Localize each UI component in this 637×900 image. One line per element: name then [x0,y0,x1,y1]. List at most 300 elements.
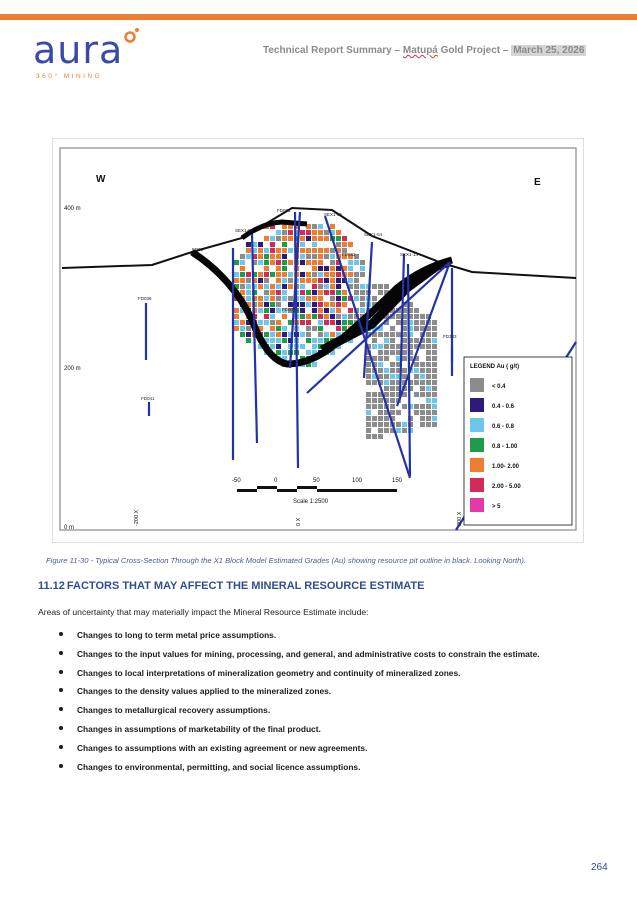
elevation-label: 400 m [64,206,81,212]
legend-title: LEGEND Au ( g/t) [470,364,520,370]
grade-block [282,326,287,331]
grade-block [324,266,329,271]
grade-block [258,296,263,301]
grade-block [312,362,317,367]
grade-block [300,320,305,325]
grade-block [306,326,311,331]
grade-block [366,422,371,427]
grade-block [312,296,317,301]
grade-block [270,290,275,295]
grade-block [360,296,365,301]
grade-block [312,242,317,247]
grade-block [390,332,395,337]
grade-block [366,428,371,433]
drillhole-label: FD061 [277,208,291,213]
grade-block [240,260,245,265]
grade-block [324,290,329,295]
grade-block [384,332,389,337]
grade-block [384,422,389,427]
grade-block [432,344,437,349]
bullet-icon [59,670,63,674]
grade-block [366,404,371,409]
grade-block [312,326,317,331]
grade-block [282,266,287,271]
grade-block [246,326,251,331]
grade-block [336,320,341,325]
grade-block [306,278,311,283]
grade-block [384,350,389,355]
grade-block [318,266,323,271]
grade-block [378,344,383,349]
grade-block [342,320,347,325]
grade-block [282,248,287,253]
grade-block [234,320,239,325]
grade-block [282,296,287,301]
grade-block [324,278,329,283]
legend-swatch [470,418,484,432]
grade-block [336,266,341,271]
grade-block [282,332,287,337]
grade-block [414,374,419,379]
grade-block [318,248,323,253]
grade-block [288,284,293,289]
grade-block [330,314,335,319]
grade-block [432,332,437,337]
grade-block [348,320,353,325]
grade-block [300,308,305,313]
bullet-icon [59,745,63,749]
grade-block [312,236,317,241]
grade-block [300,242,305,247]
grade-block [420,344,425,349]
grade-block [318,296,323,301]
grade-block [258,284,263,289]
grade-block [318,254,323,259]
grade-block [348,260,353,265]
grade-block [246,248,251,253]
drillhole-label: SEX1-14 [400,252,419,257]
grade-block [306,302,311,307]
grade-block [330,308,335,313]
grade-block [246,284,251,289]
grade-block [270,326,275,331]
grade-block [276,296,281,301]
grade-block [414,326,419,331]
legend-swatch [470,378,484,392]
grade-block [330,248,335,253]
grade-block [264,236,269,241]
grade-block [276,290,281,295]
grade-block [330,320,335,325]
grade-block [234,308,239,313]
grade-block [426,410,431,415]
grade-block [336,242,341,247]
grade-block [306,320,311,325]
grade-block [426,392,431,397]
grade-block [432,380,437,385]
scale-tick-label: 150 [392,478,403,484]
grade-block [312,248,317,253]
grade-block [342,326,347,331]
grade-block [258,242,263,247]
grade-block [426,344,431,349]
grade-block [312,272,317,277]
grade-block [306,332,311,337]
grade-block [324,320,329,325]
grade-block [390,386,395,391]
grade-block [402,404,407,409]
grade-block [318,230,323,235]
drillhole-label: FD041 [141,396,155,401]
grade-block [324,236,329,241]
grade-block [348,266,353,271]
list-item: Changes to assumptions with an existing agreement or new agreements. [57,743,540,762]
scale-tick-label: 100 [352,478,363,484]
grade-block [426,404,431,409]
intro-paragraph: Areas of uncertainty that may materially impact the Mineral Resource Estimate include: [38,607,369,617]
legend-label: 2.00 - 5.00 [492,484,521,490]
grade-block [354,284,359,289]
grade-block [282,260,287,265]
grade-block [288,248,293,253]
grade-block [384,392,389,397]
grade-block [264,302,269,307]
grade-block [420,374,425,379]
grade-block [372,416,377,421]
grade-block [360,302,365,307]
grade-block [282,350,287,355]
grade-block [366,374,371,379]
grade-block [258,308,263,313]
grade-block [270,236,275,241]
grade-block [384,344,389,349]
grade-block [414,338,419,343]
grade-block [312,290,317,295]
grade-block [378,410,383,415]
grade-block [432,326,437,331]
grade-block [330,260,335,265]
grade-block [336,230,341,235]
grade-block [426,338,431,343]
grade-block [420,386,425,391]
grade-block [306,272,311,277]
grade-block [420,320,425,325]
grade-block [372,392,377,397]
drillhole-label: FD038 [138,296,152,301]
grade-block [264,260,269,265]
grade-block [426,380,431,385]
grade-block [276,332,281,337]
grade-block [264,278,269,283]
grade-block [396,428,401,433]
grade-block [432,392,437,397]
grade-block [378,362,383,367]
grade-block [276,254,281,259]
grade-block [342,290,347,295]
grade-block [360,308,365,313]
aura-logo [33,22,153,82]
grade-block [312,338,317,343]
grade-block [234,260,239,265]
grade-block [432,422,437,427]
grade-block [300,230,305,235]
grade-block [432,338,437,343]
grade-block [324,284,329,289]
grade-block [396,344,401,349]
list-item: Changes to environmental, permitting, and social licence assumptions. [57,762,540,781]
grade-block [264,332,269,337]
legend-label: < 0.4 [492,384,506,390]
grade-block [318,326,323,331]
grade-block [300,236,305,241]
list-item: Changes to metallurgical recovery assumptions. [57,705,540,724]
grade-block [432,350,437,355]
grade-block [264,248,269,253]
grade-block [414,314,419,319]
grade-block [318,332,323,337]
grade-block [282,338,287,343]
grade-block [330,302,335,307]
grade-block [432,416,437,421]
grade-block [306,314,311,319]
grade-block [306,254,311,259]
grade-block [342,314,347,319]
grade-block [234,314,239,319]
project-name: Matupá [402,45,438,56]
grade-block [270,272,275,277]
grade-legend [464,357,572,525]
grade-block [384,368,389,373]
grade-block [276,326,281,331]
grade-block [330,254,335,259]
grade-block [336,272,341,277]
grade-block [414,404,419,409]
grade-block [390,374,395,379]
grade-block [348,272,353,277]
grade-block [384,374,389,379]
grade-block [390,326,395,331]
grade-block [300,296,305,301]
grade-block [372,422,377,427]
grade-block [390,404,395,409]
grade-block [330,332,335,337]
drillhole-label: FD36 [192,247,204,252]
grade-block [264,290,269,295]
drillhole-label: FD333 [443,334,457,339]
grade-block [270,254,275,259]
grade-block [276,236,281,241]
grade-block [378,428,383,433]
drillhole-label: FD007 [282,307,296,312]
grade-block [264,266,269,271]
grade-block [318,290,323,295]
grade-block [432,404,437,409]
grade-block [282,236,287,241]
grade-block [270,338,275,343]
legend-label: 0.4 - 0.6 [492,404,515,410]
logo-ring-icon [122,25,142,47]
grade-block [402,428,407,433]
grade-block [300,260,305,265]
grade-block [300,314,305,319]
list-item: Changes to local interpretations of mineralization geometry and continuity of mineralized zones. [57,668,540,687]
grade-block [258,320,263,325]
grade-block [378,350,383,355]
grade-block [300,278,305,283]
grade-block [384,338,389,343]
grade-block [396,314,401,319]
grade-block [366,368,371,373]
bullet-icon [59,726,63,730]
logo-wordmark: aura [33,28,124,72]
grade-block [348,278,353,283]
grade-block [372,404,377,409]
grade-block [258,248,263,253]
grade-block [396,410,401,415]
grade-block [330,296,335,301]
grade-block [336,290,341,295]
grade-block [426,332,431,337]
grade-block [246,332,251,337]
grade-block [378,434,383,439]
grade-block [324,272,329,277]
grade-block [330,284,335,289]
grade-block [318,308,323,313]
grade-block [390,398,395,403]
grade-block [276,248,281,253]
grade-block [324,314,329,319]
grade-block [330,224,335,229]
grade-block [276,260,281,265]
grade-block [366,362,371,367]
grade-block [270,302,275,307]
grade-block [402,344,407,349]
grade-block [306,350,311,355]
grade-block [402,338,407,343]
grade-block [264,308,269,313]
east-label: E [534,177,541,188]
grade-block [276,272,281,277]
grade-block [372,380,377,385]
grade-block [276,350,281,355]
scale-tick-label: 50 [313,478,320,484]
grade-block [354,260,359,265]
grade-block [276,344,281,349]
grade-block [378,422,383,427]
grade-block [402,350,407,355]
grade-block [378,356,383,361]
header-accent-bar [0,14,637,20]
elevation-label: 0 m [64,525,75,531]
bullet-icon [59,707,63,711]
grade-block [366,380,371,385]
grade-block [300,284,305,289]
grade-block [384,356,389,361]
grade-block [300,248,305,253]
grade-block [426,422,431,427]
grade-block [270,296,275,301]
drillhole-label: SEX1-55 [324,212,343,217]
grade-block [384,386,389,391]
grade-block [390,410,395,415]
grade-block [282,284,287,289]
grade-block [360,266,365,271]
grade-block [354,296,359,301]
section-title: FACTORS THAT MAY AFFECT THE MINERAL RESOURCE ESTIMATE [66,580,425,592]
grade-block [324,230,329,235]
grade-block [420,368,425,373]
grade-block [360,290,365,295]
scale-tick-label: 0 [274,478,278,484]
grade-block [306,290,311,295]
grade-block [414,308,419,313]
grade-block [378,284,383,289]
grade-block [264,272,269,277]
grade-block [276,338,281,343]
drillhole-label: FD062 [342,252,356,257]
grade-block [300,332,305,337]
grade-block [396,320,401,325]
section-number: 11.12 [38,580,65,592]
grade-block [420,362,425,367]
grade-block [360,284,365,289]
bullet-icon [59,632,63,636]
grade-block [312,224,317,229]
grade-block [264,314,269,319]
grade-block [258,302,263,307]
grade-block [372,398,377,403]
grade-block [390,380,395,385]
grade-block [384,380,389,385]
grade-block [354,272,359,277]
grade-block [288,260,293,265]
grade-block [420,392,425,397]
grade-block [312,302,317,307]
grade-block [384,416,389,421]
grade-block [240,320,245,325]
grade-block [414,362,419,367]
grade-block [330,278,335,283]
legend-label: > 5 [492,504,501,510]
figure-caption: Figure 11-30 - Typical Cross-Section Through the X1 Block Model Estimated Grades (Au) showing resource pit outline in black. Looking North). [46,556,527,565]
grade-block [270,308,275,313]
list-item: Changes to the density values applied to the mineralized zones. [57,686,540,705]
grade-block [270,242,275,247]
grade-block [240,254,245,259]
grade-block [426,386,431,391]
grade-block [378,290,383,295]
page-number: 264 [591,862,608,873]
grade-block [432,398,437,403]
grade-block [348,314,353,319]
legend-swatch [470,478,484,492]
bullet-icon [59,688,63,692]
grade-block [240,272,245,277]
grade-block [288,236,293,241]
grade-block [426,368,431,373]
grade-block [306,296,311,301]
grade-block [306,236,311,241]
grade-block [366,434,371,439]
section-label: -200 X [134,509,140,526]
grade-block [354,278,359,283]
grade-block [312,284,317,289]
grade-block [318,284,323,289]
grade-block [336,326,341,331]
grade-block [342,242,347,247]
grade-block [366,392,371,397]
grade-block [234,272,239,277]
